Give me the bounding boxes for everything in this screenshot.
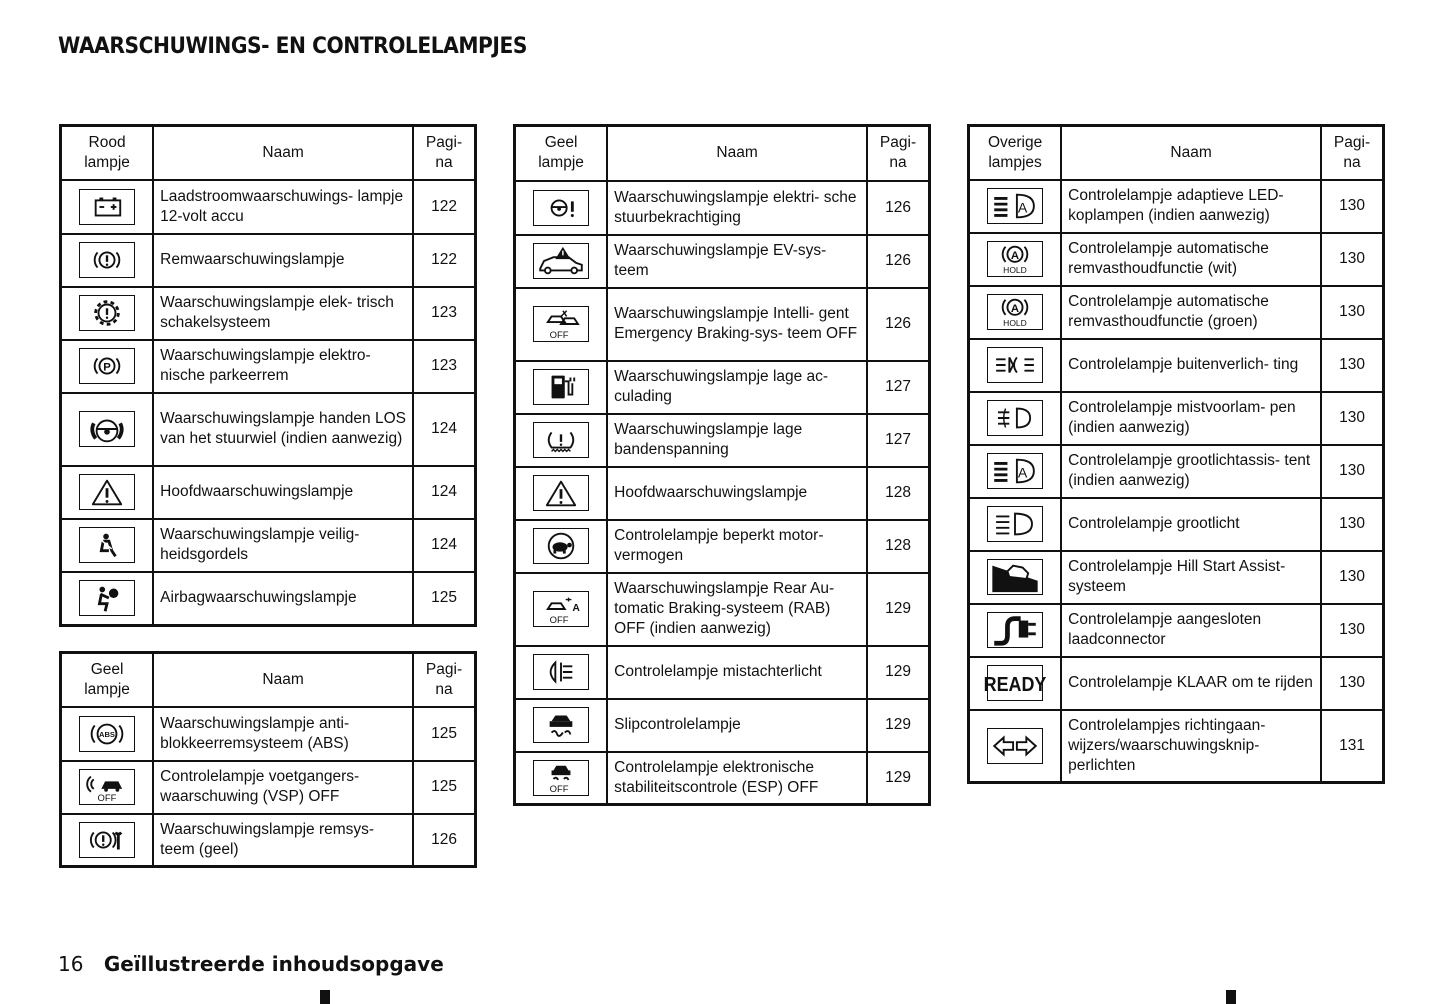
page-ref: 129	[867, 573, 929, 646]
page-ref: 129	[867, 646, 929, 699]
table-row	[61, 393, 476, 466]
page-ref: 130	[1321, 551, 1383, 604]
page-ref: 124	[413, 519, 475, 572]
lamp-name: Remwaarschuwingslampje	[153, 234, 413, 287]
lamp-name: Controlelampje KLAAR om te rijden	[1061, 657, 1321, 710]
svg-text:A: A	[1017, 465, 1028, 482]
page-ref: 125	[413, 572, 475, 626]
table-row	[969, 339, 1384, 392]
lamp-icon-cell	[969, 657, 1062, 710]
table-row	[515, 235, 930, 288]
svg-text:P: P	[103, 361, 111, 374]
table-row	[969, 604, 1384, 657]
slip-icon	[533, 707, 589, 743]
page-ref: 122	[413, 234, 475, 287]
yellow-lamps-table	[513, 124, 931, 806]
table-row	[61, 572, 476, 626]
lamp-icon-cell	[515, 288, 608, 361]
esp-off-icon	[533, 760, 589, 796]
icon-label: OFF	[549, 330, 569, 342]
lamp-icon-cell	[969, 392, 1062, 445]
lamp-name: Controlelampje automatische remvasthoudfunctie (wit)	[1061, 233, 1321, 286]
page-ref: 127	[867, 414, 929, 467]
lamp-icon-cell	[61, 572, 154, 626]
lamp-name: Laadstroomwaarschuwings- lampje 12-volt accu	[153, 180, 413, 234]
page-ref: 130	[1321, 339, 1383, 392]
lamp-name: Waarschuwingslampje elektri- sche stuurbekrachtiging	[607, 181, 867, 235]
header-name: Naam	[1061, 126, 1321, 180]
table-row	[515, 361, 930, 414]
page-ref: 123	[413, 287, 475, 340]
table-row	[515, 573, 930, 646]
lamp-icon-cell	[969, 180, 1062, 233]
page-ref: 123	[413, 340, 475, 393]
lamp-name: Waarschuwingslampje anti- blokkeerremsysteem (ABS)	[153, 707, 413, 761]
ev-system-icon	[533, 243, 589, 279]
lamp-icon-cell	[61, 707, 154, 761]
lamp-icon-cell	[61, 814, 154, 867]
lamp-name: Controlelampje grootlicht	[1061, 498, 1321, 551]
master-warning-icon	[533, 475, 589, 511]
yellow-lamps-table-small	[59, 651, 477, 868]
lamp-icon-cell	[61, 393, 154, 466]
lamp-icon-cell	[515, 361, 608, 414]
lamp-icon-cell	[969, 445, 1062, 498]
lamp-icon-cell	[515, 573, 608, 646]
table-row	[969, 498, 1384, 551]
seatbelt-icon	[79, 527, 135, 563]
lamp-icon-cell	[515, 646, 608, 699]
page-ref: 124	[413, 393, 475, 466]
battery-icon	[79, 189, 135, 225]
page-ref: 124	[413, 466, 475, 519]
svg-text:A: A	[572, 602, 580, 614]
table-header-row	[515, 126, 930, 181]
icon-label: OFF	[549, 615, 569, 627]
table-row	[61, 180, 476, 234]
page-ref: 126	[413, 814, 475, 867]
table-row	[515, 467, 930, 520]
table-row	[515, 288, 930, 361]
table-header-row	[969, 126, 1384, 180]
lamp-name: Controlelampje adaptieve LED- koplampen (indien aanwezig)	[1061, 180, 1321, 233]
header-name: Naam	[153, 653, 413, 707]
lamp-name: Controlelampje grootlichtassis- tent (indien aanwezig)	[1061, 445, 1321, 498]
lamp-icon-cell	[515, 467, 608, 520]
gear-warning-icon	[79, 295, 135, 331]
table-row	[969, 445, 1384, 498]
page-ref: 126	[867, 288, 929, 361]
front-fog-icon	[987, 400, 1043, 436]
lamp-icon-cell	[515, 699, 608, 752]
low-charge-icon	[533, 369, 589, 405]
ready-icon	[983, 665, 1047, 701]
table-row	[515, 414, 930, 467]
lamp-icon-cell	[515, 752, 608, 805]
lamp-icon-cell	[61, 466, 154, 519]
page-ref: 130	[1321, 445, 1383, 498]
lamp-icon-cell	[969, 551, 1062, 604]
position-light-icon	[987, 347, 1043, 383]
lamp-name: Waarschuwingslampje Rear Au- tomatic Braking-systeem (RAB) OFF (indien aanwezig)	[607, 573, 867, 646]
icon-label: HOLD	[1003, 318, 1027, 329]
page-ref: 122	[413, 180, 475, 234]
lamp-name: Controlelampje automatische remvasthoudfunctie (groen)	[1061, 286, 1321, 339]
brake-icon	[79, 242, 135, 278]
ready-label: READY	[983, 673, 1047, 697]
lamp-icon-cell	[515, 520, 608, 573]
table-header-row	[61, 653, 476, 707]
high-beam-assist-icon	[987, 453, 1043, 489]
power-steering-icon	[533, 190, 589, 226]
icon-label: OFF	[549, 783, 569, 795]
table-row	[515, 646, 930, 699]
lamp-icon-cell	[61, 234, 154, 287]
crop-mark-left	[320, 990, 330, 1004]
lamp-icon-cell	[969, 339, 1062, 392]
lamp-icon-cell	[969, 710, 1062, 783]
vsp-off-icon	[79, 769, 135, 805]
page-ref: 130	[1321, 604, 1383, 657]
table-row	[969, 551, 1384, 604]
airbag-icon	[79, 580, 135, 616]
page-ref: 127	[867, 361, 929, 414]
lamp-name: Controlelampje mistachterlicht	[607, 646, 867, 699]
page-ref: 126	[867, 181, 929, 235]
other-lamps-table	[967, 124, 1385, 784]
lamp-name: Hoofdwaarschuwingslampje	[607, 467, 867, 520]
lamp-name: Waarschuwingslampje elek- trisch schakelsysteem	[153, 287, 413, 340]
page-ref: 125	[413, 761, 475, 814]
table-row	[61, 707, 476, 761]
page-ref: 130	[1321, 233, 1383, 286]
table-row	[61, 814, 476, 867]
table-row	[969, 657, 1384, 710]
header-lamp: Overige lampjes	[969, 126, 1062, 180]
lamp-name: Controlelampje beperkt motor- vermogen	[607, 520, 867, 573]
header-lamp: Geel lampje	[515, 126, 608, 181]
turtle-icon	[533, 528, 589, 564]
lamp-name: Controlelampje elektronische stabiliteitscontrole (ESP) OFF	[607, 752, 867, 805]
lamp-icon-cell	[61, 340, 154, 393]
lamp-name: Waarschuwingslampje lage ac- culading	[607, 361, 867, 414]
page-ref: 125	[413, 707, 475, 761]
table-row	[969, 710, 1384, 783]
lamp-name: Controlelampjes richtingaan- wijzers/waarschuwingsknip- perlichten	[1061, 710, 1321, 783]
auto-hold-icon	[987, 294, 1043, 330]
table-row	[515, 699, 930, 752]
page-title: WAARSCHUWINGS- EN CONTROLELAMPJES	[58, 34, 527, 59]
page-footer	[58, 952, 444, 976]
crop-mark-right	[1226, 990, 1236, 1004]
svg-text:A: A	[1017, 200, 1028, 217]
header-page: Pagi- na	[867, 126, 929, 181]
lamp-name: Slipcontrolelampje	[607, 699, 867, 752]
page-ref: 129	[867, 699, 929, 752]
page-ref: 130	[1321, 657, 1383, 710]
table-row	[61, 466, 476, 519]
lamp-icon-cell	[969, 286, 1062, 339]
header-lamp: Geel lampje	[61, 653, 154, 707]
auto-hold-icon	[987, 241, 1043, 277]
lamp-name: Controlelampje mistvoorlam- pen (indien aanwezig)	[1061, 392, 1321, 445]
lamp-icon-cell	[515, 235, 608, 288]
lamp-icon-cell	[969, 233, 1062, 286]
header-name: Naam	[607, 126, 867, 181]
high-beam-icon	[987, 506, 1043, 542]
table-row	[969, 180, 1384, 233]
lamp-name: Controlelampje Hill Start Assist- systeem	[1061, 551, 1321, 604]
table-row	[61, 340, 476, 393]
hill-start-icon	[987, 559, 1043, 595]
table-row	[515, 520, 930, 573]
page-ref: 130	[1321, 498, 1383, 551]
table-header-row	[61, 126, 476, 180]
master-warning-icon	[79, 474, 135, 510]
svg-text:ABS: ABS	[99, 729, 116, 739]
tire-pressure-icon	[533, 422, 589, 458]
page-ref: 130	[1321, 392, 1383, 445]
page-number: 16	[58, 952, 84, 976]
header-name: Naam	[153, 126, 413, 180]
lamp-icon-cell	[515, 181, 608, 235]
page-ref: 130	[1321, 180, 1383, 233]
header-page: Pagi- na	[413, 653, 475, 707]
lamp-name: Hoofdwaarschuwingslampje	[153, 466, 413, 519]
table-row	[61, 519, 476, 572]
table-row	[969, 392, 1384, 445]
steering-wheel-hands-icon	[79, 411, 135, 447]
lamp-icon-cell	[969, 498, 1062, 551]
table-row	[61, 287, 476, 340]
page-ref: 128	[867, 467, 929, 520]
svg-text:A: A	[1010, 303, 1020, 315]
lamp-name: Waarschuwingslampje EV-sys- teem	[607, 235, 867, 288]
table-row	[61, 761, 476, 814]
lamp-icon-cell	[61, 761, 154, 814]
section-title: Geïllustreerde inhoudsopgave	[103, 952, 444, 976]
rear-braking-off-icon	[533, 591, 589, 627]
adaptive-led-icon	[987, 188, 1043, 224]
abs-icon	[79, 716, 135, 752]
lamp-name: Waarschuwingslampje Intelli- gent Emergency Braking-sys- teem OFF	[607, 288, 867, 361]
page-ref: 131	[1321, 710, 1383, 783]
lamp-icon-cell	[515, 414, 608, 467]
lamp-name: Waarschuwingslampje elektro- nische parkeerrem	[153, 340, 413, 393]
lamp-icon-cell	[61, 519, 154, 572]
page-ref: 128	[867, 520, 929, 573]
header-page: Pagi- na	[413, 126, 475, 180]
table-row	[515, 752, 930, 805]
table-row	[969, 233, 1384, 286]
page-ref: 126	[867, 235, 929, 288]
lamp-name: Waarschuwingslampje veilig- heidsgordels	[153, 519, 413, 572]
lamp-name: Controlelampje aangesloten laadconnector	[1061, 604, 1321, 657]
lamp-name: Controlelampje voetgangers- waarschuwing (VSP) OFF	[153, 761, 413, 814]
header-page: Pagi- na	[1321, 126, 1383, 180]
emergency-braking-off-icon	[533, 306, 589, 342]
icon-label: OFF	[97, 793, 117, 805]
icon-label: HOLD	[1003, 265, 1027, 276]
brake-wrench-icon	[79, 822, 135, 858]
parking-brake-icon	[79, 348, 135, 384]
svg-text:A: A	[1010, 250, 1020, 262]
red-lamps-table	[59, 124, 477, 627]
turn-signal-icon	[987, 728, 1043, 764]
lamp-name: Airbagwaarschuwingslampje	[153, 572, 413, 626]
page-ref: 130	[1321, 286, 1383, 339]
charge-connector-icon	[987, 612, 1043, 648]
lamp-icon-cell	[61, 180, 154, 234]
table-row	[515, 181, 930, 235]
lamp-name: Waarschuwingslampje lage bandenspanning	[607, 414, 867, 467]
lamp-icon-cell	[969, 604, 1062, 657]
lamp-name: Waarschuwingslampje remsys- teem (geel)	[153, 814, 413, 867]
rear-fog-icon	[533, 654, 589, 690]
lamp-icon-cell	[61, 287, 154, 340]
lamp-name: Controlelampje buitenverlich- ting	[1061, 339, 1321, 392]
table-row	[61, 234, 476, 287]
page-ref: 129	[867, 752, 929, 805]
header-lamp: Rood lampje	[61, 126, 154, 180]
lamp-name: Waarschuwingslampje handen LOS van het stuurwiel (indien aanwezig)	[153, 393, 413, 466]
table-row	[969, 286, 1384, 339]
